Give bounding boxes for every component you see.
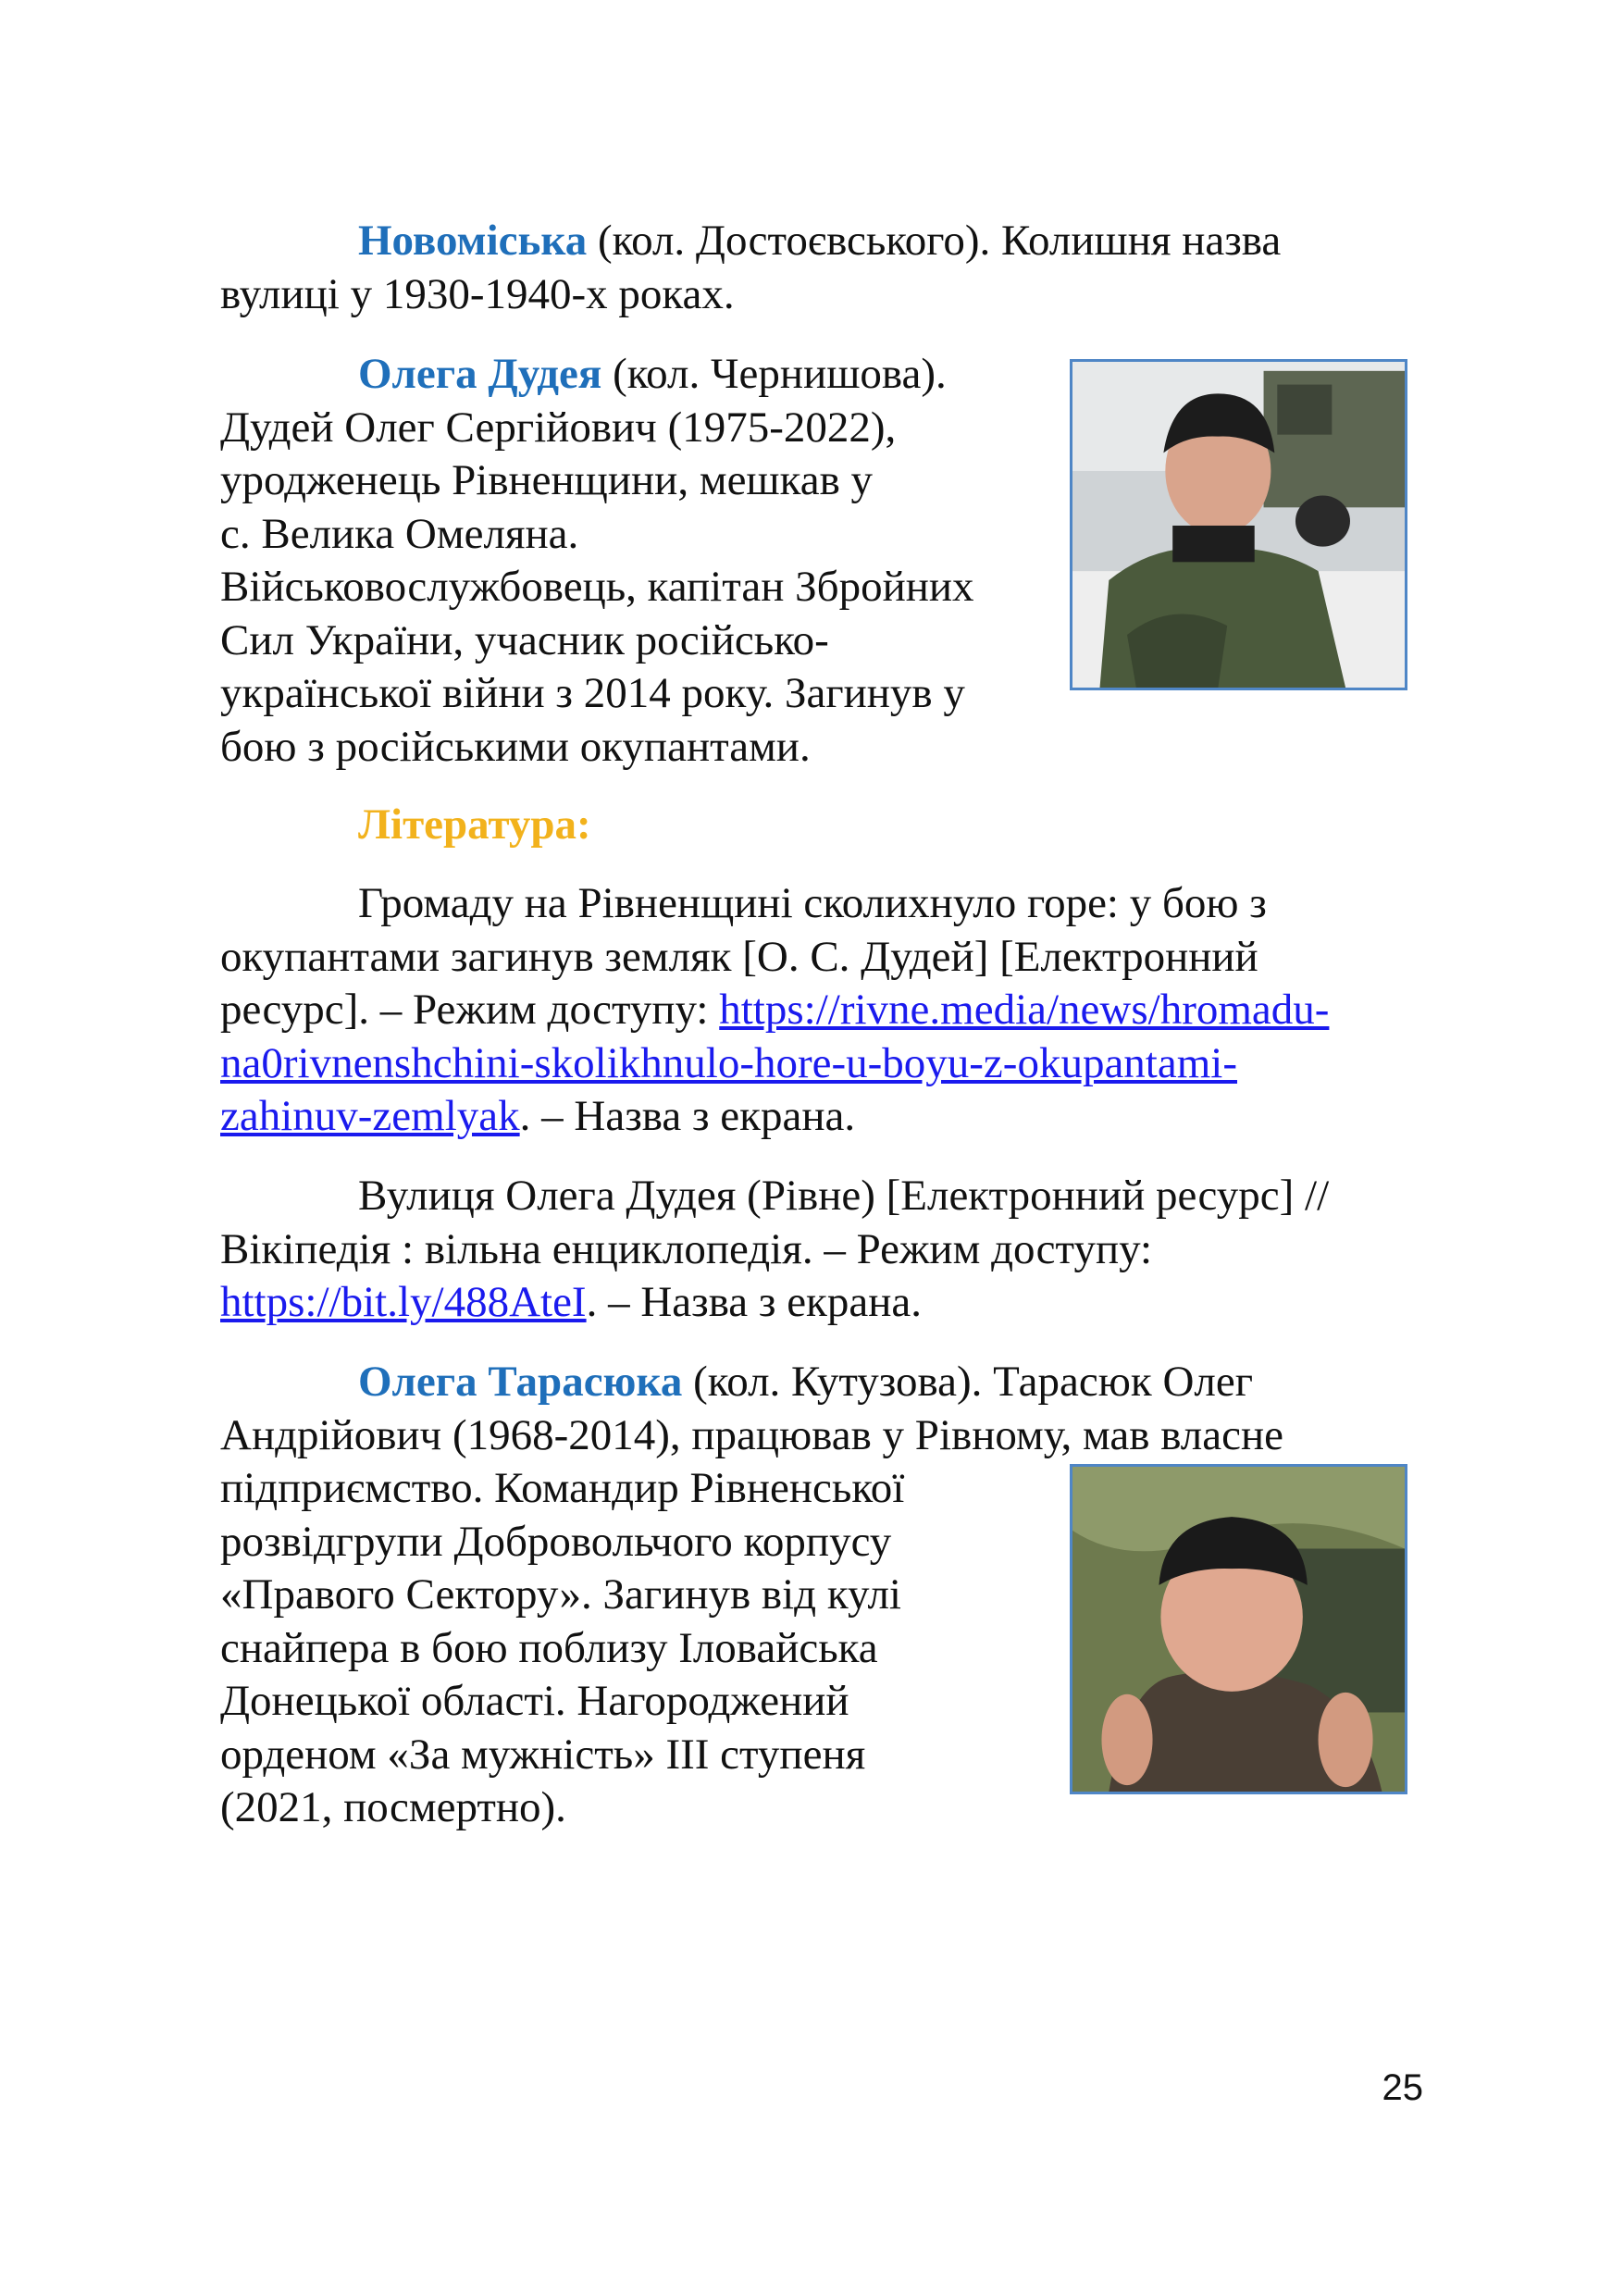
portrait-image bbox=[1072, 1467, 1405, 1792]
entry-oleha-tarasiuka-continued: підприємство. Командир Рівненської розвідгрупи Добровольчого корпусу «Правого Сектору». Загинув від кулі снайпера в бою поблизу Іловайська Донецької області. Нагороджений орденом «За мужність» ІІІ ступеня (2021, посмертно). bbox=[220, 1464, 905, 1831]
reference-1-link[interactable]: https://rivne.media/news/hromadu- na0rivnenshchini-skolikhnulo-hore-u-boyu-z-okupantami- zahinuv-zemlyak bbox=[220, 986, 1330, 1140]
portrait-photo-oleh-tarasiuk bbox=[1070, 1464, 1407, 1794]
reference-2: Вулиця Олега Дудея (Рівне) [Електронний ресурс] // Вікіпедія : вільна енциклопедія. – Режим доступу: https://bit.ly/488AteI. – Назва з екрана. bbox=[220, 1172, 1330, 1326]
literature-heading: Література: bbox=[358, 800, 591, 849]
page-number: 25 bbox=[1382, 2067, 1423, 2108]
entry-novomiska: Новоміська (кол. Достоєвського). Колишня назва вулиці у 1930-1940-х роках. bbox=[220, 217, 1282, 318]
portrait-photo-oleh-dudei bbox=[1070, 359, 1407, 690]
entry-oleha-tarasiuka: Олега Тарасюка (кол. Кутузова). Тарасюк Олег Андрійович (1968-2014), працював у Рівному, мав власне bbox=[220, 1358, 1283, 1459]
reference-1: Громаду на Рівненщині сколихнуло горе: у бою з окупантами загинув земляк [О. С. Дудей] [Електронний ресурс]. – Режим доступу: https://rivne.media/news/hromadu- na0rivnenshchini-skolikhnulo-hore-u-boyu-z-okupantami- zahinuv-zemlyak. – Назва з екрана. bbox=[220, 879, 1330, 1140]
street-name-dudeia: Олега Дудея bbox=[358, 350, 602, 398]
portrait-image bbox=[1072, 362, 1405, 688]
street-name-tarasiuka: Олега Тарасюка bbox=[358, 1358, 683, 1406]
reference-2-link[interactable]: https://bit.ly/488AteI bbox=[220, 1278, 587, 1326]
entry-oleha-dudeia: Олега Дудея (кол. Чернишова). Дудей Олег Сергійович (1975-2022), уродженець Рівненщини, мешкав у с. Велика Омеляна. Військовослужбовець, капітан Збройних Сил України, учасник російсько- української війни з 2014 року. Загинув у бою з російськими окупантами. bbox=[220, 350, 974, 771]
street-name-novomiska: Новоміська bbox=[358, 217, 588, 265]
